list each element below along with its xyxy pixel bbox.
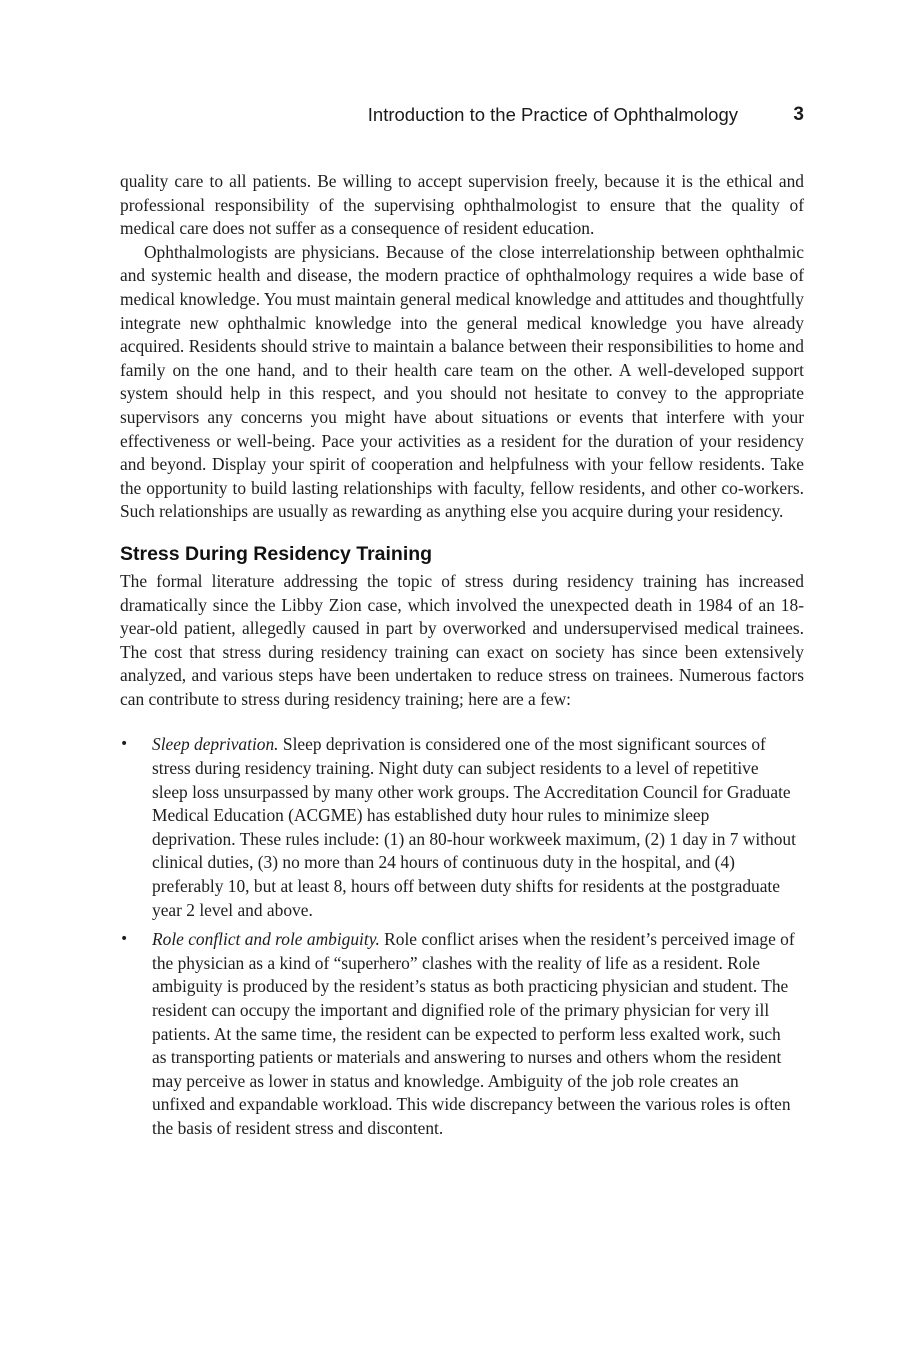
page-number: 3 [793, 104, 804, 125]
running-head-title: Introduction to the Practice of Ophthalmology [367, 104, 738, 125]
body-text [120, 170, 804, 1147]
list-item [120, 928, 804, 1140]
section-intro: The formal literature addressing the topic of stress during residency training has increased dramatically since the Libby Zion case, which involved the unexpected death in 1984 of an 18-year-old patient, allegedly caused in part by overworked and undersupervised medical trainees. The cost that stress during residency training can exact on society has since been extensively analyzed, and various steps have been undertaken to reduce stress on trainees. Numerous factors can contribute to stress during residency training; here are a few: [120, 570, 804, 709]
running-head [120, 104, 804, 132]
list-item-term: Role conflict and role ambiguity. [152, 929, 380, 950]
paragraph-continued: quality care to all patients. Be willing to accept supervision freely, because it is the ethical and professional responsibility of the supervising ophthalmologist to ensure that the quality of medical care does not suffer as a consequence of resident education. [120, 171, 804, 239]
list-item [120, 733, 804, 922]
paragraph-ophthalmologists: Ophthalmologists are physicians. Because of the close interrelationship between ophthalmic and systemic health and disease, the modern practice of ophthalmology requires a wide base of medical knowledge. You must maintain general medical knowledge and attitudes and thoughtfully integrate new ophthalmic knowledge into the general medical knowledge you have already acquired. Residents should strive to maintain a balance between their responsibilities to home and family on the one hand, and to their health care team on the other. A well-developed support system should help in this respect, and you should not hesitate to convey to the appropriate supervisors any concerns you might have about situations or events that interfere with your effectiveness or well-being. Pace your activities as a resident for the duration of your residency and beyond. Display your spirit of cooperation and helpfulness with your fellow residents. Take the opportunity to build lasting relationships with faculty, fellow residents, and other co-workers. Such relationships are usually as rewarding as anything else you acquire during your residency. [120, 241, 804, 522]
bullet-icon: • [120, 931, 129, 948]
list-item-text: Role conflict arises when the resident’s perceived image of the physician as a kind of “superhero” clashes with the reality of life as a resident. Role ambiguity is produced by the resident’s status as both practicing physician and student. The resident can occupy the important and dignified role of the primary physician for very ill patients. At the same time, the resident can be expected to perform less exalted work, such as transporting patients or materials and answering to nurses and others whom the resident may perceive as lower in status and knowledge. Ambiguity of the job role creates an unfixed and expandable workload. This wide discrepancy between the various roles is often the basis of resident stress and discontent. [152, 929, 795, 1138]
stress-factor-list [120, 733, 804, 1140]
list-item-text: Sleep deprivation is considered one of the most significant sources of stress during residency training. Night duty can subject residents to a level of repetitive sleep loss unsurpassed by many other work groups. The Accreditation Council for Graduate Medical Education (ACGME) has established duty hour rules to minimize sleep deprivation. These rules include: (1) an 80-hour workweek maximum, (2) 1 day in 7 without clinical duties, (3) no more than 24 hours of continuous duty in the hospital, and (4) preferably 10, but at least 8, hours off between duty shifts for residents at the postgraduate year 2 level and above. [152, 734, 796, 920]
bullet-icon: • [120, 736, 129, 753]
list-item-term: Sleep deprivation. [152, 734, 279, 755]
section-heading: Stress During Residency Training [120, 542, 433, 565]
